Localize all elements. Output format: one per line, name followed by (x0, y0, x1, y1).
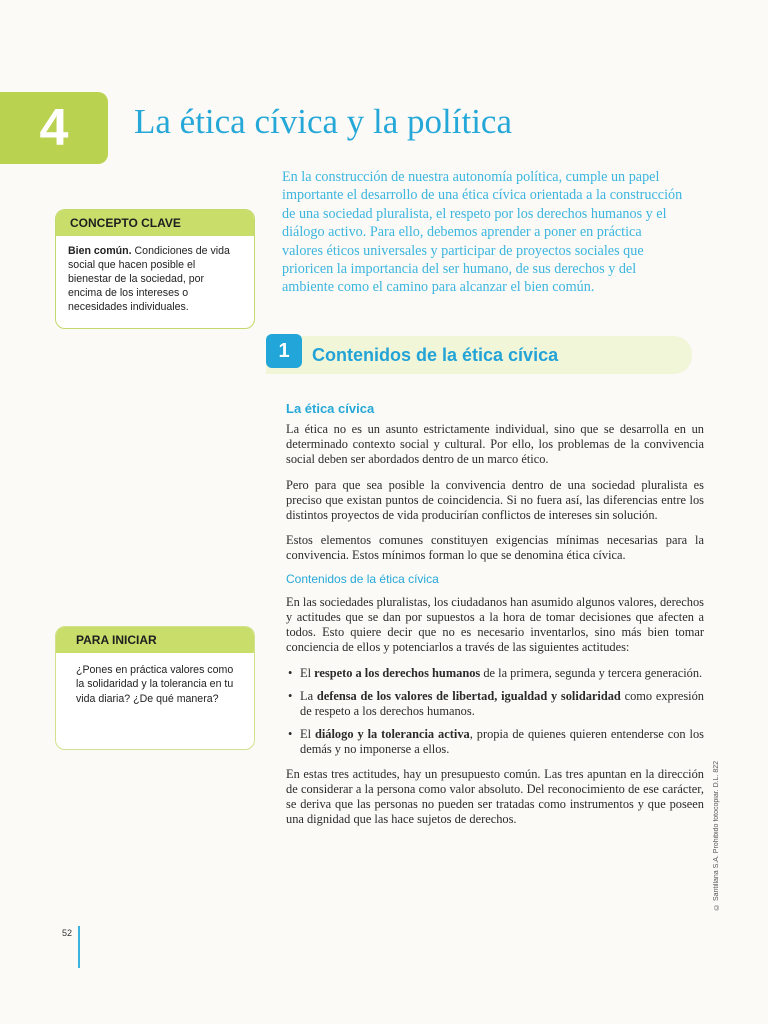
paragraph-3: Estos elementos comunes constituyen exigencias mínimas necesarias para la convivencia. Estos mínimos forman lo que se denomina ética cívica. (286, 533, 704, 563)
concept-key-box (55, 209, 255, 329)
main-text-column (286, 422, 704, 837)
section-number: 1 (266, 334, 302, 368)
paragraph-1: La ética no es un asunto estrictamente individual, sino que se desarrolla en un determinado contexto social y cultural. Por ello, los problemas de la convivencia social deben ser abordados dentro de un marco ético. (286, 422, 704, 467)
list-item-pre: El (300, 665, 315, 680)
list-item-pre: El (300, 727, 315, 742)
list-item-post: de la primera, segunda y tercera generación. (480, 665, 703, 680)
page-number-rule (78, 926, 80, 968)
paragraph-4: En las sociedades pluralistas, los ciudadanos han asumido algunos valores, derechos y actitudes que se dan por supuestos a la hora de tomar decisiones que afecten a todos. Esto quiere decir que no es necesario inventarlos, sino más bien tomar conciencia de ellos y potenciarlos a través de las siguientes actitudes: (286, 594, 704, 655)
concept-key-heading: CONCEPTO CLAVE (56, 210, 254, 236)
list-item (286, 666, 704, 681)
chapter-number-badge (0, 92, 108, 164)
concept-definition: Condiciones de vida social que hacen posible el bienestar de la sociedad, por encima de los intereses o necesidades individuales. (68, 245, 230, 313)
bullet-icon: • (288, 727, 293, 742)
start-box (55, 626, 255, 750)
list-item-bold: respeto a los derechos humanos (314, 665, 481, 680)
section-title: Contenidos de la ética cívica (312, 345, 559, 365)
list-item-post: , propia de quienes quieren entenderse con los demás y no imponerse a ellos. (300, 727, 705, 757)
list-item (286, 689, 704, 719)
list-item-pre: La (300, 688, 317, 703)
bullet-icon: • (288, 665, 293, 680)
copyright-credit: © Santillana S.A. Prohibido fotocopiar. D.L. 822 (713, 760, 720, 910)
intro-paragraph: En la construcción de nuestra autonomía política, cumple un papel importante el desarrollo de una ética cívica orientada a la construcción de una sociedad pluralista, el respeto por los derechos humanos y el diálogo activo. Para ello, debemos aprender a poner en práctica valores éticos universales y participar de proyectos sociales que prioricen la importancia del ser humano, de sus derechos y del ambiente como el camino para alcanzar el bien común. (282, 169, 683, 296)
page-number: 52 (62, 928, 73, 938)
closing-paragraph: En estas tres actitudes, hay un presupuesto común. Las tres apuntan en la dirección de considerar a la persona como valor absoluto. Del reconocimiento de ese carácter, se deriva que las personas no pueden ser tratadas como instrumentos y que poseen una dignidad que las hace sujetos de derechos. (286, 766, 704, 827)
chapter-number: 4 (39, 99, 69, 157)
concept-term: Bien común. (68, 245, 132, 257)
list-item (286, 727, 704, 757)
subsection-title: La ética cívica (286, 401, 375, 416)
attitudes-list (286, 666, 704, 758)
chapter-title: La ética cívica y la política (134, 102, 512, 141)
list-item-bold: diálogo y la tolerancia activa (314, 727, 470, 742)
list-item-post: como expresión de respeto a los derechos humanos. (300, 688, 704, 719)
start-question: ¿Pones en práctica valores como la solidaridad y la tolerancia en tu vida diaria? ¿De qué manera? (76, 664, 234, 705)
subheading-contents: Contenidos de la ética cívica (286, 571, 439, 586)
start-heading: PARA INICIAR (56, 627, 254, 653)
bullet-icon: • (288, 688, 293, 703)
list-item-bold: defensa de los valores de libertad, igualdad y solidaridad (316, 688, 621, 703)
concept-key-body (56, 236, 254, 324)
paragraph-2: Pero para que sea posible la convivencia dentro de una sociedad pluralista es preciso que existan puntos de coincidencia. Si no fuera así, las diferencias entre los distintos proyectos de vida producirían conflictos de intereses sin solución. (286, 477, 704, 523)
